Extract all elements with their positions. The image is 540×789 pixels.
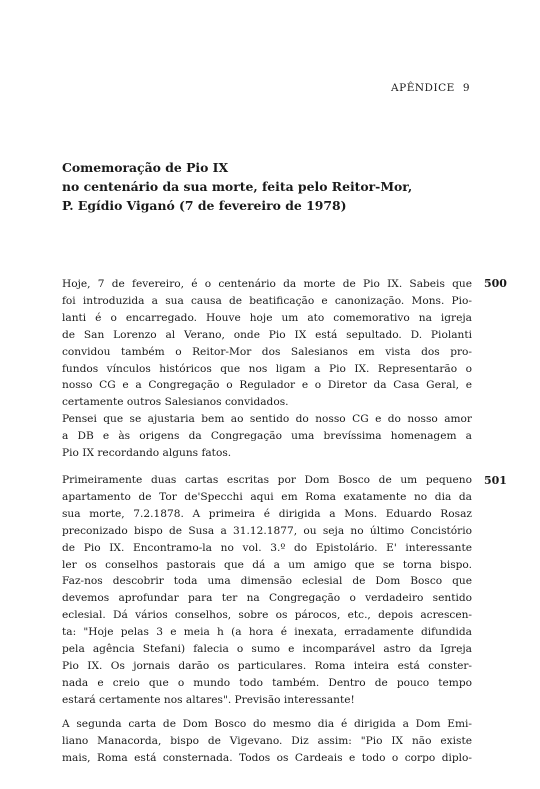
text-line: a DB e às origens da Congregação uma brevíssima homenagem a — [62, 429, 472, 442]
margin-number-500: 500 — [484, 277, 507, 290]
text-line: lanti é o encarregado. Houve hoje um ato comemorativo na igreja — [62, 311, 472, 324]
text-line: mais, Roma está consternada. Todos os Cardeais e todo o corpo diplo- — [62, 751, 472, 764]
text-line: certamente outros Salesianos convidados. — [62, 396, 289, 409]
margin-number-501: 501 — [484, 474, 507, 487]
title-line-3: P. Egídio Viganó (7 de fevereiro de 1978) — [62, 198, 347, 213]
document-title — [62, 158, 462, 215]
text-line: sua morte, 7.2.1878. A primeira é dirigida a Mons. Eduardo Rosaz — [62, 507, 472, 520]
text-line: Pio IX. Os jornais darão os particulares. Roma inteira está conster- — [62, 659, 472, 672]
running-head — [391, 82, 470, 94]
text-line: Primeiramente duas cartas escritas por Dom Bosco de um pequeno — [62, 474, 472, 486]
text-line: liano Manacorda, bispo de Vigevano. Diz assim: "Pio IX não existe — [62, 734, 472, 747]
text-line: nosso CG e a Congregação o Regulador e o Diretor da Casa Geral, e — [62, 379, 472, 392]
text-line: devemos aprofundar para ter na Congregação o verdadeiro sentido — [62, 592, 472, 605]
text-line: nada e creio que o mundo todo também. Dentro de pouco tempo — [62, 676, 472, 689]
text-line: Faz-nos descobrir toda uma dimensão eclesial de Dom Bosco que — [62, 575, 472, 588]
paragraph-4 — [62, 716, 472, 767]
paragraph-1 — [62, 276, 472, 411]
text-line: fundos vínculos históricos que nos ligam a Pio IX. Representarão o — [62, 362, 472, 375]
text-line: convidou também o Reitor-Mor dos Salesianos em vista dos pro- — [62, 345, 472, 358]
text-line: preconizado bispo de Susa a 31.12.1877, ou seja no último Concistório — [62, 524, 472, 537]
text-line: ler os conselhos pastorais que dá a um amigo que se torna bispo. — [62, 558, 472, 571]
text-line: Pensei que se ajustaria bem ao sentido do nosso CG e do nosso amor — [62, 413, 472, 425]
text-line: apartamento de Tor de'Specchi aqui em Roma exatamente no dia da — [62, 490, 472, 503]
text-line: Pio IX recordando alguns fatos. — [62, 446, 232, 459]
text-line: A segunda carta de Dom Bosco do mesmo dia é dirigida a Dom Emi- — [62, 718, 472, 730]
title-line-1: Comemoração de Pio IX — [62, 160, 229, 175]
text-line: ta: "Hoje pelas 3 e meia h (a hora é inexata, erradamente difundida — [62, 626, 472, 639]
text-line: de Pio IX. Encontramo-la no vol. 3.º do Epistolário. E' interessante — [62, 541, 472, 554]
text-line: foi introduzida a sua causa de beatificação e canonização. Mons. Pio- — [62, 294, 472, 307]
text-line: pela agência Stefani) falecia o sumo e incomparável astro da Igreja — [62, 643, 472, 656]
paragraph-2 — [62, 411, 472, 462]
title-line-2: no centenário da sua morte, feita pelo Reitor-Mor, — [62, 179, 413, 194]
running-head-section: APÊNDICE — [391, 82, 455, 94]
text-line: eclesial. Dá vários conselhos, sobre os párocos, etc., depois acrescen- — [62, 609, 472, 622]
text-line: estará certamente nos altares". Previsão interessante! — [62, 693, 355, 706]
text-line: Hoje, 7 de fevereiro, é o centenário da morte de Pio IX. Sabeis que — [62, 278, 472, 290]
paragraph-3 — [62, 472, 472, 709]
page-number: 9 — [462, 82, 470, 94]
text-line: de San Lorenzo al Verano, onde Pio IX está sepultado. D. Piolanti — [62, 328, 472, 341]
